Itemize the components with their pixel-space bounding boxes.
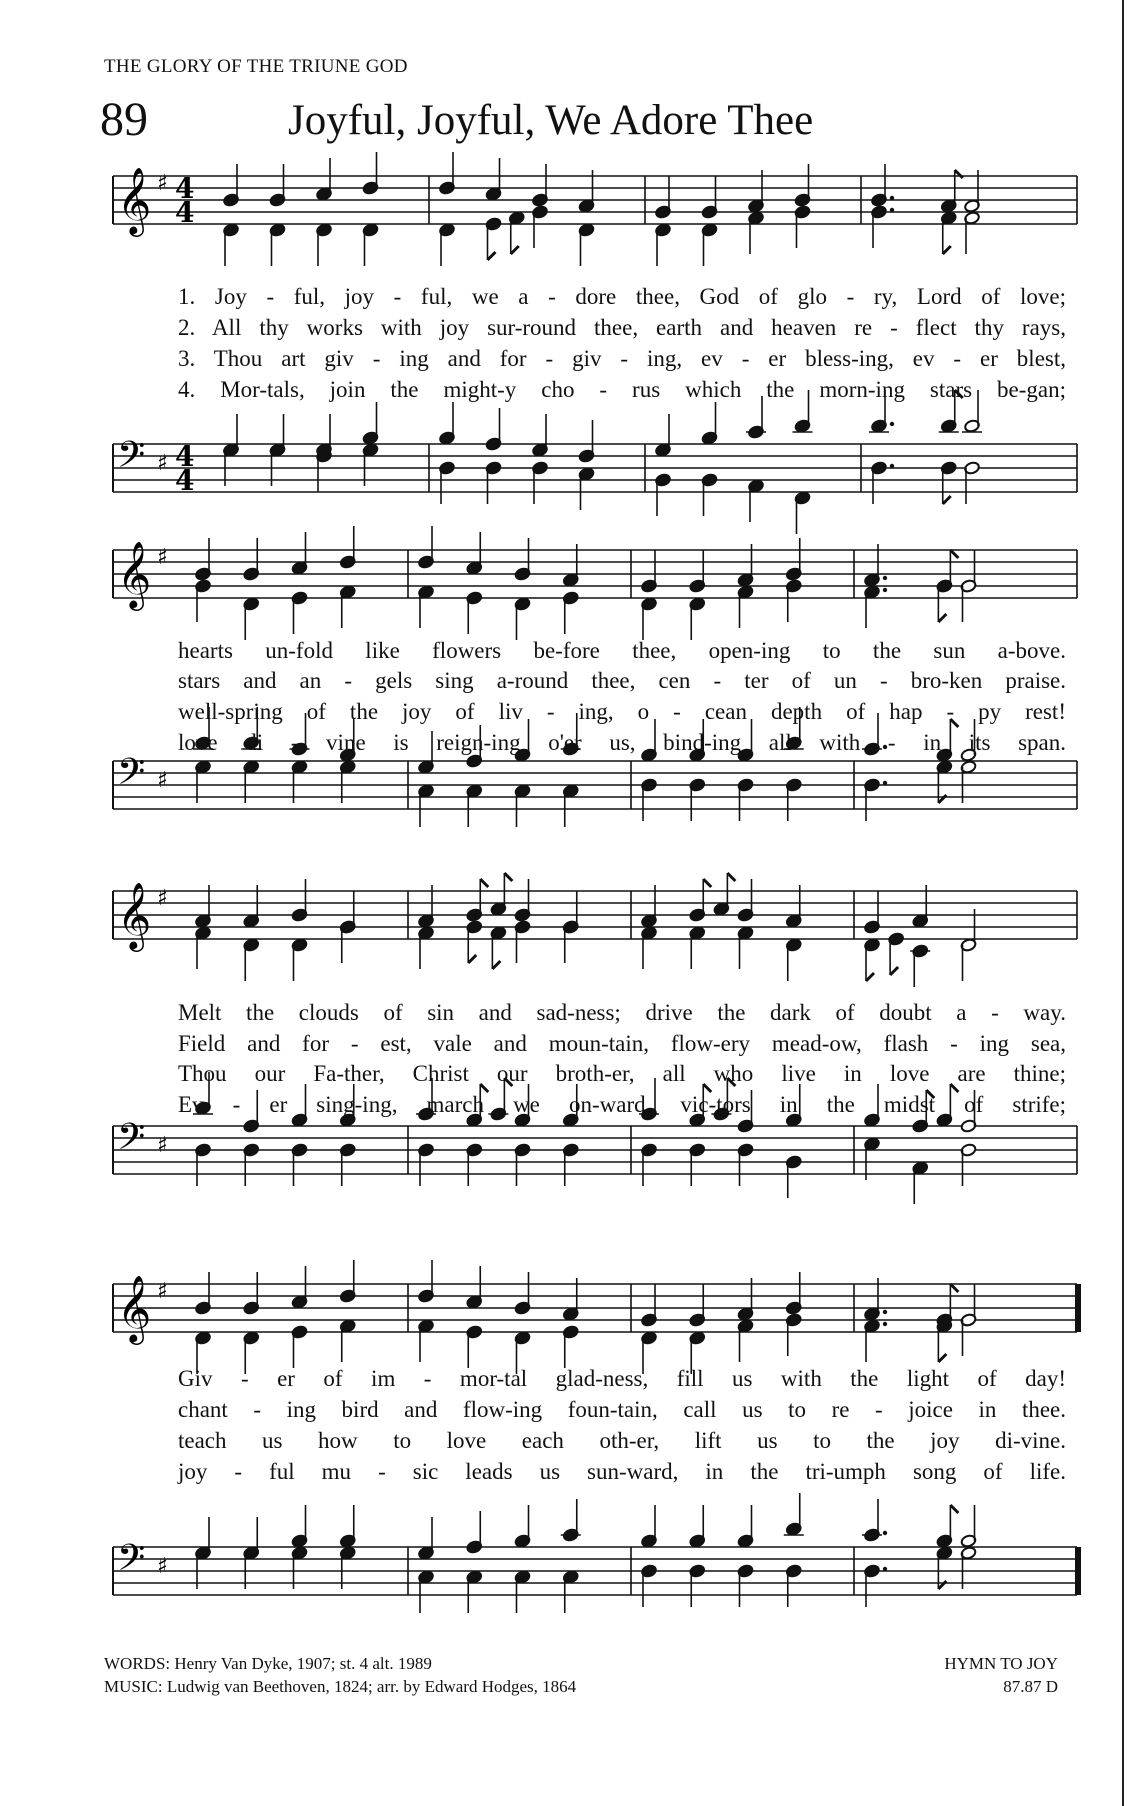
music-credit: MUSIC: Ludwig van Beethoven, 1824; arr. by Edward Hodges, 1864 xyxy=(104,1677,577,1696)
eighth-flag xyxy=(480,879,488,887)
key-signature-sharp: ♯ xyxy=(157,886,168,911)
eighth-flag xyxy=(950,1505,958,1513)
key-signature-sharp: ♯ xyxy=(157,1133,168,1158)
time-signature-bottom: 4 xyxy=(175,196,195,229)
key-signature-sharp: ♯ xyxy=(157,768,168,793)
lyric-verse-4: love di - vine is reign-ing o'er us, bind-ing all with - in its span. xyxy=(178,730,1066,755)
lyric-verse-2: 2. All thy works with joy sur-round thee, earth and heaven re - flect thy rays, xyxy=(178,315,1066,340)
eighth-flag xyxy=(938,1354,946,1362)
dot xyxy=(883,1322,887,1326)
key-signature-sharp: ♯ xyxy=(157,451,168,476)
dot xyxy=(890,196,894,200)
time-signature-top: 4 xyxy=(175,172,195,205)
lyric-verse-3: 3. Thou art giv - ing and for - giv - ing, ev - er bless-ing, ev - er blest, xyxy=(178,346,1066,371)
eighth-flag xyxy=(943,246,951,254)
lyric-verse-2: chant - ing bird and flow-ing foun-tain, call us to re - joice in thee. xyxy=(178,1397,1066,1422)
credits xyxy=(104,1652,576,1698)
lyric-verse-3: well-spring of the joy of liv - ing, o - cean depth of hap - py rest! xyxy=(178,699,1066,724)
key-signature-sharp: ♯ xyxy=(157,545,168,570)
eighth-flag xyxy=(511,246,519,254)
bass-clef-icon: 𝄢 xyxy=(117,1537,146,1588)
eighth-flag xyxy=(890,967,898,975)
lyric-verse-4: Ev - er sing-ing, march we on-ward, vic-tors in the midst of strife; xyxy=(178,1092,1066,1117)
dot xyxy=(890,208,894,212)
final-barline xyxy=(1075,1284,1081,1332)
lyric-verse-1: hearts un-fold like flowers be-fore thee, open-ing to the sun a-bove. xyxy=(178,638,1066,663)
eighth-flag xyxy=(703,879,711,887)
lyric-verse-1: 1. Joy - ful, joy - ful, we a - dore thee, God of glo - ry, Lord of love; xyxy=(178,284,1066,309)
lyric-verse-3: Thou our Fa-ther, Christ our broth-er, all who live in love are thine; xyxy=(178,1061,1066,1086)
key-signature-sharp: ♯ xyxy=(157,1279,168,1304)
bass-clef-icon: 𝄢 xyxy=(117,434,146,485)
lyric-verse-1: Melt the clouds of sin and sad-ness; drive the dark of doubt a - way. xyxy=(178,1000,1066,1025)
section-heading: THE GLORY OF THE TRIUNE GOD xyxy=(104,56,408,77)
eighth-flag xyxy=(950,550,958,558)
eighth-flag xyxy=(866,973,874,981)
treble-clef-icon: 𝄞 xyxy=(117,1274,152,1342)
lyric-verse-2: stars and an - gels sing a-round thee, cen - ter of un - bro-ken praise. xyxy=(178,668,1066,693)
bass-clef-icon: 𝄢 xyxy=(117,1116,146,1167)
treble-clef-icon: 𝄞 xyxy=(117,881,152,949)
dot xyxy=(883,1531,887,1535)
lyric-verse-4: 4. Mor-tals, join the might-y cho - rus which the morn-ing stars be-gan; xyxy=(178,377,1066,402)
dot xyxy=(883,576,887,580)
treble-clef-icon: 𝄞 xyxy=(117,166,152,234)
eighth-flag xyxy=(943,496,951,504)
tune-info xyxy=(944,1652,1058,1698)
dot xyxy=(883,588,887,592)
eighth-flag xyxy=(492,961,500,969)
treble-clef-icon: 𝄞 xyxy=(117,540,152,608)
eighth-flag xyxy=(938,614,946,622)
dot xyxy=(883,781,887,785)
eighth-flag xyxy=(950,1284,958,1292)
lyric-verse-1: Giv - er of im - mor-tal glad-ness, fill us with the light of day! xyxy=(178,1366,1066,1391)
final-barline xyxy=(1075,1547,1081,1595)
key-signature-sharp: ♯ xyxy=(157,171,168,196)
tune-name: HYMN TO JOY xyxy=(944,1654,1058,1673)
hymn-number: 89 xyxy=(100,93,148,146)
page-edge xyxy=(1122,0,1124,1806)
dot xyxy=(883,1310,887,1314)
words-credit: WORDS: Henry Van Dyke, 1907; st. 4 alt. 1989 xyxy=(104,1654,432,1673)
dot xyxy=(890,464,894,468)
bass-clef-icon: 𝄢 xyxy=(117,751,146,802)
lyric-verse-2: Field and for - est, vale and moun-tain, flow-ery mead-ow, flash - ing sea, xyxy=(178,1031,1066,1056)
hymn-title: Joyful, Joyful, We Adore Thee xyxy=(288,97,814,144)
dot xyxy=(883,1567,887,1571)
key-signature-sharp: ♯ xyxy=(157,1554,168,1579)
time-signature-bottom: 4 xyxy=(175,464,195,497)
lyric-verse-4: joy - ful mu - sic leads us sun-ward, in the tri-umph song of life. xyxy=(178,1459,1066,1484)
eighth-flag xyxy=(504,873,512,881)
lyric-verse-3: teach us how to love each oth-er, lift us to the joy di-vine. xyxy=(178,1428,1066,1453)
meter: 87.87 D xyxy=(1003,1677,1058,1696)
time-signature-top: 4 xyxy=(175,440,195,473)
eighth-flag xyxy=(468,955,476,963)
eighth-flag xyxy=(727,873,735,881)
dot xyxy=(890,422,894,426)
eighth-flag xyxy=(488,252,496,260)
